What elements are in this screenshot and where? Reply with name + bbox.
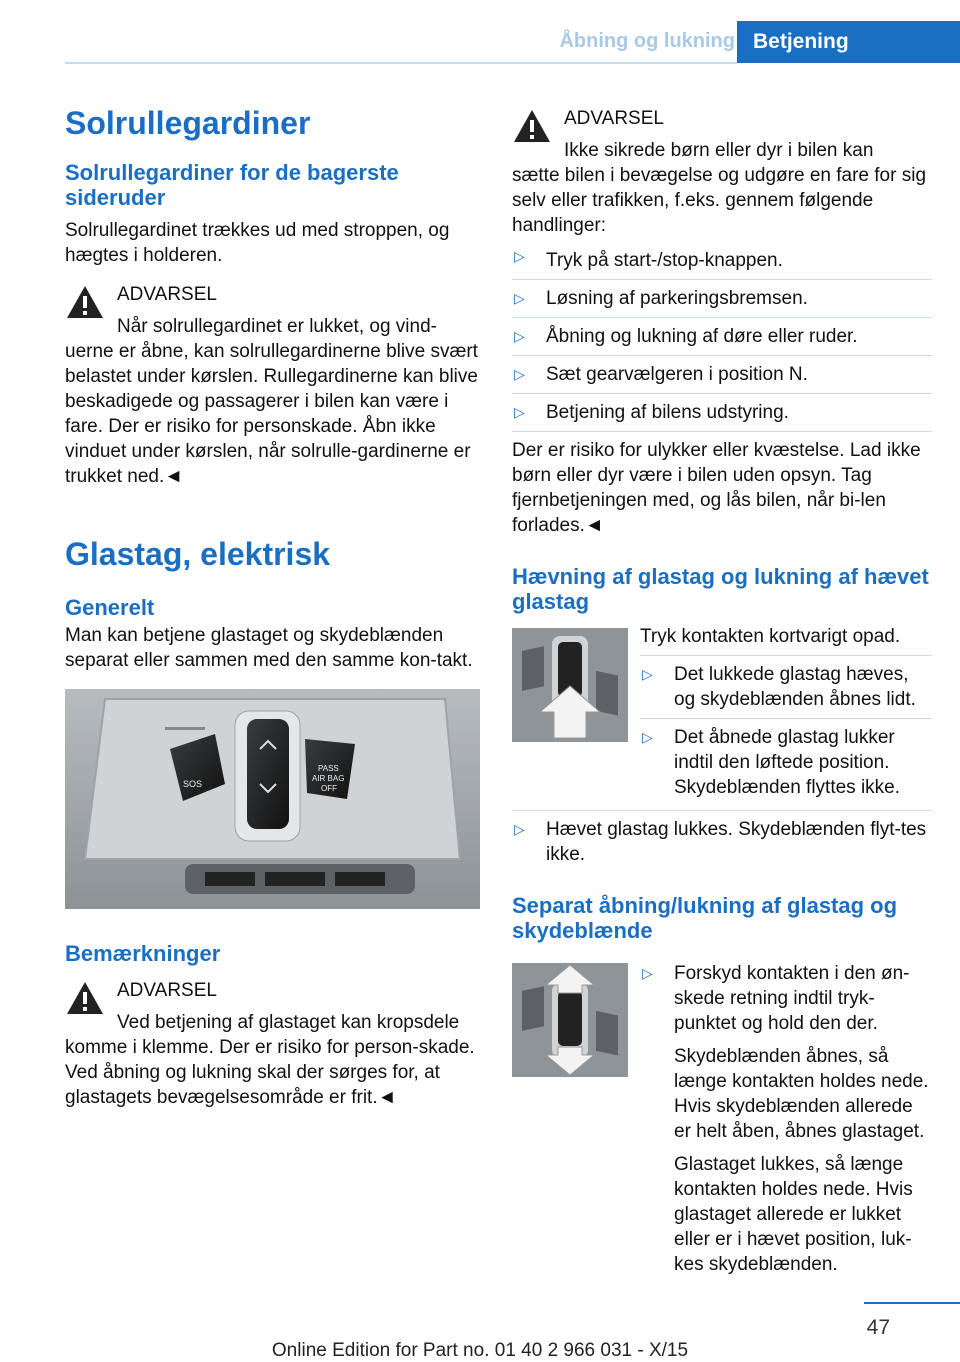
paragraph-risk: Der er risiko for ulykker eller kvæstelse. Lad ikke børn eller dyr være i bilen uden opsyn. Tag fjernbetjeningen med, og lås bilen, når bi-len forlades.◄ (512, 440, 921, 536)
heading-bagerste-sideruder: Solrullegardiner for de bagerste sideruder (65, 160, 399, 210)
paragraph-glastaget: Glastaget lukkes, så længe kontakten holdes nede. Hvis glastaget allerede er lukket eller er i hævet position, luk-kes skydeblænden. (674, 1154, 913, 1275)
list-item-text: Forskyd kontakten i den øn-skede retning indtil tryk-punktet og hold den der. (674, 963, 910, 1034)
list-item (512, 362, 932, 387)
haevning-text (640, 624, 932, 800)
warning-text: komme i klemme. Der er risiko for person-skade. Ved åbning og lukning skal der sørges for, at glastagets bevægelsesområde er frit.◄ (65, 1037, 475, 1108)
heading-glastag: Glastag, elektrisk (65, 536, 331, 572)
triangle-bullet-icon: ▷ (642, 666, 653, 682)
warning-icon (512, 108, 552, 144)
triangle-bullet-icon: ▷ (642, 729, 653, 745)
triangle-bullet-icon: ▷ (514, 290, 525, 306)
list-item (512, 286, 932, 311)
heading-solrullegardiner: Solrullegardiner (65, 105, 311, 141)
list-item-text: Tryk på start-/stop-knappen. (546, 250, 783, 271)
list-item (512, 400, 932, 425)
switch-slide-illustration (512, 963, 628, 1077)
triangle-bullet-icon: ▷ (514, 821, 525, 837)
header-rule (65, 62, 737, 64)
heading-generelt: Generelt (65, 595, 155, 620)
header-section-title: Åbning og lukning (559, 30, 735, 52)
warning-block-3 (512, 106, 932, 238)
list-separator (512, 393, 932, 394)
header-chapter-tab: Betjening (737, 21, 960, 63)
triangle-bullet-icon: ▷ (514, 366, 525, 382)
pass-label: PASS (318, 764, 339, 773)
heading-separat: Separat åbning/lukning af glastag og skydeblænde (512, 893, 898, 943)
paragraph-generelt: Man kan betjene glastaget og skydeblænden separat eller sammen med den samme kon-takt. (65, 625, 473, 671)
roof-console-illustration (65, 689, 480, 909)
list-separator (640, 718, 932, 719)
warning-list (512, 244, 932, 432)
list-item-text: Betjening af bilens udstyring. (546, 402, 789, 423)
heading-haevning: Hævning af glastag og lukning af hævet glastag (512, 564, 929, 614)
warning-block-2 (65, 978, 480, 1110)
separat-text (640, 961, 932, 1277)
warning-text-line: Ved betjening af glastaget kan kropsdele (117, 1012, 460, 1033)
sos-label: SOS (183, 779, 203, 789)
list-separator (512, 317, 932, 318)
paragraph-tryk: Tryk kontakten kortvarigt opad. (640, 626, 901, 647)
page-number: 47 (866, 1316, 890, 1339)
paragraph-skydeblaende: Skydeblænden åbnes, så længe kontakten holdes nede. Hvis skydeblænden allerede er helt åben, åbnes glastaget. (674, 1046, 929, 1142)
left-column (65, 100, 480, 1110)
paragraph-solrullegardin: Solrullegardinet trækkes ud med stroppen, og hægtes i holderen. (65, 220, 450, 266)
warning-text: uerne er åbne, kan solrullegardinerne blive svært belastet under kørslen. Rullegardinerne kan blive beskadigede og passagerer i bilen kan være i fare. Der er risiko for personskade. Åbn ikke vinduet under kørslen, når solrulle-gardinerne er trukket ned.◄ (65, 341, 478, 487)
warning-icon (65, 980, 105, 1016)
list-item (512, 324, 932, 349)
warning-title: ADVARSEL (117, 284, 217, 305)
separat-section (512, 961, 932, 1277)
list-item-text: Det lukkede glastag hæves, og skydeblænden åbnes lidt. (674, 664, 916, 710)
list-separator (512, 279, 932, 280)
list-item-text: Åbning og lukning af døre eller ruder. (546, 326, 858, 347)
list-item-text: Hævet glastag lukkes. Skydeblænden flyt-tes ikke. (546, 819, 927, 865)
warning-title: ADVARSEL (564, 108, 664, 129)
warning-block-1 (65, 282, 480, 489)
footer-rule (864, 1302, 960, 1304)
warning-title: ADVARSEL (117, 980, 217, 1001)
off-label: OFF (321, 784, 337, 793)
roof-console-image (65, 689, 480, 909)
haevning-section (512, 624, 932, 814)
list-item-text: Løsning af parkeringsbremsen. (546, 288, 808, 309)
airbag-label: AIR BAG (312, 774, 345, 783)
list-item (512, 817, 932, 867)
list-item (640, 725, 932, 800)
edition-footer: Online Edition for Part no. 01 40 2 966 031 - X/15 (271, 1340, 689, 1361)
list-separator (512, 431, 932, 432)
triangle-bullet-icon: ▷ (514, 248, 525, 264)
switch-up-illustration (512, 628, 628, 742)
list-separator (640, 655, 932, 656)
switch-slide-image (512, 963, 628, 1077)
triangle-bullet-icon: ▷ (514, 328, 525, 344)
list-item (640, 961, 932, 1036)
warning-text-line: Når solrullegardinet er lukket, og vind- (117, 316, 437, 337)
heading-bemaerkninger: Bemærkninger (65, 941, 221, 966)
list-item (512, 244, 932, 273)
warning-text-line: Ikke sikrede børn eller dyr i bilen kan (564, 140, 874, 161)
switch-up-image (512, 628, 628, 742)
list-item-text: Sæt gearvælgeren i position N. (546, 364, 808, 385)
triangle-bullet-icon: ▷ (642, 965, 653, 981)
list-item-text: Det åbnede glastag lukker indtil den løftede position. Skydeblænden flyttes ikke. (674, 727, 901, 798)
list-item (640, 662, 932, 712)
triangle-bullet-icon: ▷ (514, 404, 525, 420)
right-column (512, 100, 932, 1277)
warning-text: sætte bilen i bevægelse og udgøre en fare for sig selv eller trafikken, f.eks. gennem følgende handlinger: (512, 165, 927, 236)
list-separator (512, 355, 932, 356)
warning-icon (65, 284, 105, 320)
